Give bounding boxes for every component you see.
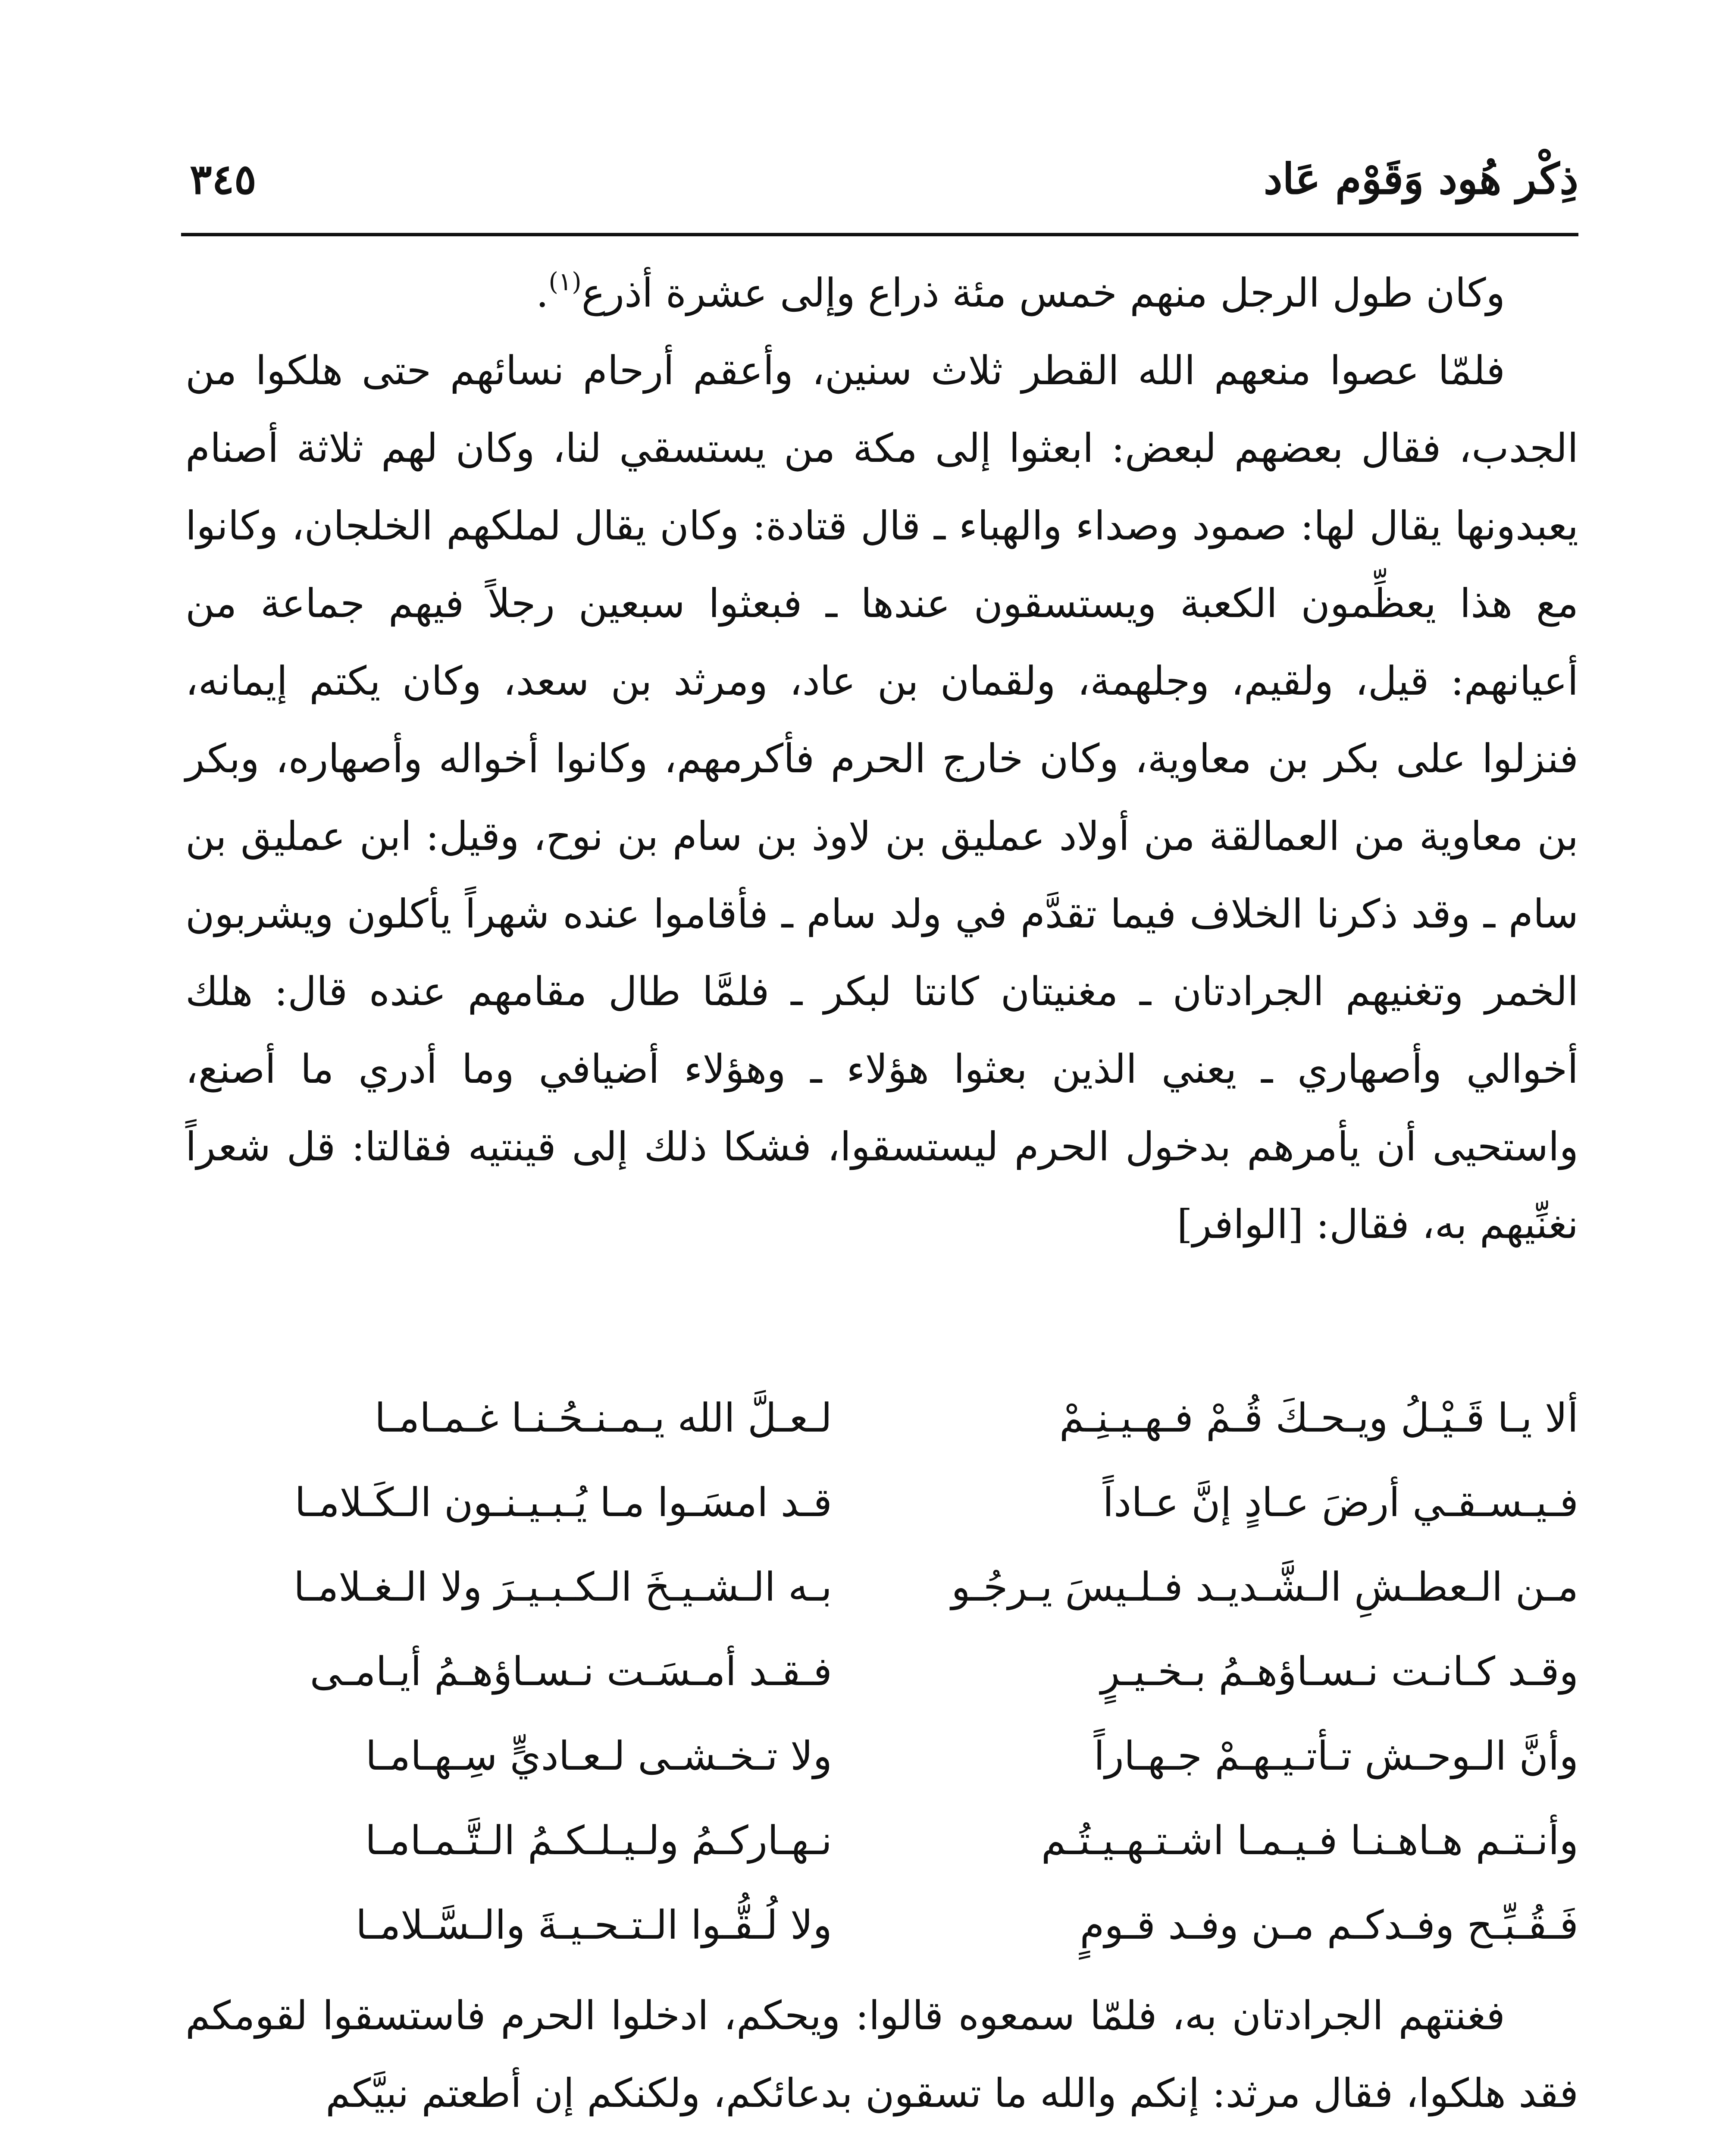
poem-verse bbox=[185, 1376, 1578, 1460]
page-number: ٣٤٥ bbox=[190, 154, 257, 204]
paragraph: فغنتهم الجرادتان به، فلمّا سمعوه قالوا: ويحكم، ادخلوا الحرم فاستسقوا لقومكم فقد هلكوا، فقال مرثد: إنكم والله ما تسقون بدعائكم، ولكنكم إن أطعتم نبيَّكم bbox=[185, 1993, 1578, 2116]
footnote-marker: (١) bbox=[548, 267, 582, 296]
main-text-continued bbox=[185, 1977, 1578, 2132]
verse-second-half: قـد امسَـوا مـا يُـبـيـنـون الـكَـلامـا bbox=[294, 1479, 832, 1526]
verse-second-half: فـقـد أمـسَـت نـسـاؤهـمُ أيـامـى bbox=[310, 1648, 832, 1695]
paragraph-text: وكان طول الرجل منهم خمس مئة ذراع وإلى عشرة أذرع bbox=[581, 270, 1505, 316]
poem-verse bbox=[185, 1460, 1578, 1545]
main-text bbox=[185, 254, 1578, 1263]
poem-verse bbox=[185, 1629, 1578, 1714]
verse-second-half: نـهـاركـمُ ولـيـلـكـمُ الـتَّـمـامـا bbox=[365, 1817, 832, 1864]
poem-verse bbox=[185, 1883, 1578, 1967]
poem-verse bbox=[185, 1798, 1578, 1883]
running-title: ذِكْر هُود وَقَوْم عَاد bbox=[1263, 154, 1578, 204]
verse-first-half: وأنـتـم هـاهـنـا فـيـمـا اشـتـهـيـتُـم bbox=[1041, 1817, 1578, 1864]
poem-verse bbox=[185, 1545, 1578, 1629]
paragraph-end: . bbox=[536, 270, 549, 316]
poem bbox=[185, 1376, 1578, 1967]
verse-second-half: بـه الـشـيـخَ الـكـبـيـرَ ولا الـغـلامـا bbox=[294, 1564, 832, 1610]
verse-first-half: وأنَّ الـوحـش تـأتـيـهـمْ جـهـاراً bbox=[1093, 1733, 1578, 1779]
verse-second-half: ولا تـخـشـى لـعـاديٍّ سِـهـامـا bbox=[365, 1733, 832, 1779]
verse-first-half: فَـقُـبِّـح وفـدكـم مـن وفـد قـومٍ bbox=[1080, 1902, 1578, 1948]
verse-second-half: ولا لُـقُّـوا الـتـحـيـةَ والـسَّـلامـا bbox=[356, 1902, 832, 1948]
poem-verse bbox=[185, 1714, 1578, 1798]
verse-first-half: ألا يـا قَـيْـلُ ويـحـكَ قُـمْ فـهـيـنِـمْ bbox=[1059, 1395, 1578, 1441]
header-divider bbox=[181, 233, 1578, 236]
verse-first-half: وقـد كـانـت نـسـاؤهـمُ بـخـيـرٍ bbox=[1100, 1648, 1578, 1695]
verse-second-half: لـعـلَّ الله يـمـنـحُـنـا غـمـامـا bbox=[374, 1395, 832, 1441]
verse-first-half: فـيـسـقـي أرضَ عـادٍ إنَّ عـاداً bbox=[1102, 1479, 1578, 1526]
paragraph: فلمّا عصوا منعهم الله القطر ثلاث سنين، وأعقم أرحام نسائهم حتى هلكوا من الجدب، فقال بعضهم لبعض: ابعثوا إلى مكة من يستسقي لنا، وكان لهم ثلاثة أصنام يعبدونها يقال لها: صمود وصداء والهباء ـ قال قتادة: وكان يقال لملكهم الخلجان، وكانوا مع هذا يعظِّمون الكعبة ويستسقون عندها ـ فبعثوا سبعين رجلاً فيهم جماعة من أعيانهم: قيل، ولقيم، وجلهمة، ولقمان بن عاد، ومرثد بن سعد، وكان يكتم إيمانه، فنزلوا على بكر بن معاوية، وكان خارج الحرم فأكرمهم، وكانوا أخواله وأصهاره، وبكر بن معاوية من العمالقة من أولاد عمليق بن لاوذ بن سام بن نوح، وقيل: ابن عمليق بن سام ـ وقد ذكرنا الخلاف فيما تقدَّم في ولد سام ـ فأقاموا عنده شهراً يأكلون ويشربون الخمر وتغنيهم الجرادتان ـ مغنيتان كانتا لبكر ـ فلمَّا طال مقامهم عنده قال: هلك أخوالي وأصهاري ـ يعني الذين بعثوا هؤلاء ـ وهؤلاء أضيافي وما أدري ما أصنع، واستحيى أن يأمرهم بدخول الحرم ليستسقوا، فشكا ذلك إلى قينتيه فقالتا: قل شعراً نغنِّيهم به، فقال: [الوافر] bbox=[185, 348, 1578, 1247]
verse-first-half: مـن الـعطـشِ الـشَّـديـد فـلـيسَ يـرجُـو bbox=[951, 1564, 1578, 1610]
page-header bbox=[190, 142, 1578, 216]
paragraph bbox=[185, 254, 1578, 332]
